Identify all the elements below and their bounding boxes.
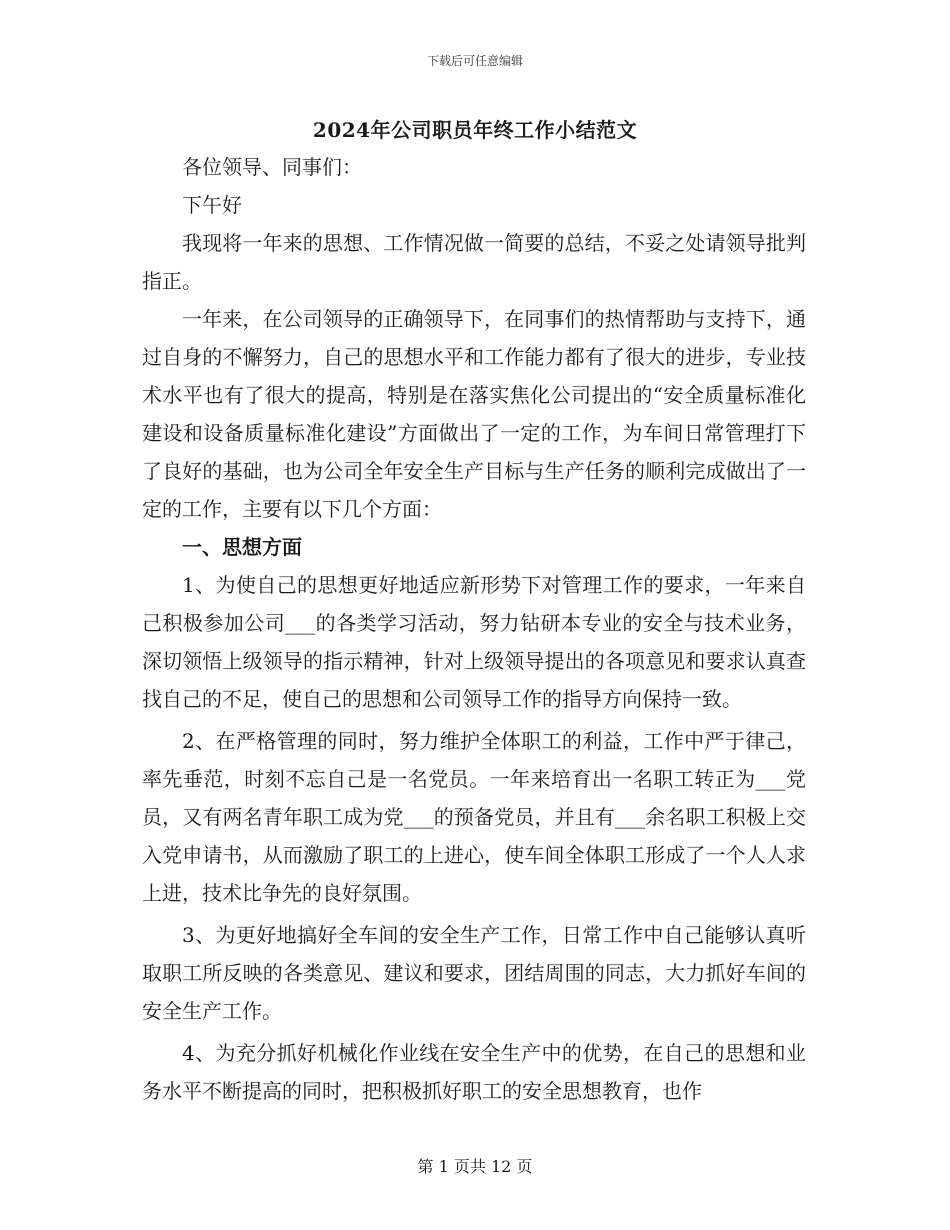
paragraph-item-3: 3、为更好地搞好全车间的安全生产工作，日常工作中自己能够认真听取职工所反映的各类意见、建议和要求，团结周围的同志，大力抓好车间的安全生产工作。	[142, 923, 806, 1023]
document-body	[142, 148, 806, 1110]
header-note: 下载后可任意编辑	[426, 54, 523, 68]
page-footer: 第 1 页共 12 页	[417, 1157, 533, 1176]
paragraph-item-1: 1、为使自己的思想更好地适应新形势下对管理工作的要求，一年来自己积极参加公司___的各类学习活动，努力钻研本专业的安全与技术业务，深切领悟上级领导的指示精神，针对上级领导提出的各项意见和要求认真查找自己的不足，使自己的思想和公司领导工作的指导方向保持一致。	[142, 573, 806, 711]
paragraph-item-4: 4、为充分抓好机械化作业线在安全生产中的优势，在自己的思想和业务水平不断提高的同时，把积极抓好职工的安全思想教育，也作	[142, 1041, 806, 1103]
paragraph-overview: 一年来，在公司领导的正确领导下，在同事们的热情帮助与支持下，通过自身的不懈努力，自己的思想水平和工作能力都有了很大的进步，专业技术水平也有了很大的提高，特别是在落实焦化公司提出的“安全质量标准化建设和设备质量标准化建设”方面做出了一定的工作，为车间日常管理打下了良好的基础，也为公司全年安全生产目标与生产任务的顺利完成做出了一定的工作，主要有以下几个方面：	[142, 307, 806, 521]
greeting: 下午好	[182, 193, 242, 217]
section-heading-thought: 一、思想方面	[182, 535, 302, 559]
paragraph-intro: 我现将一年来的思想、工作情况做一简要的总结，不妥之处请领导批判指正。	[142, 231, 806, 293]
salutation: 各位领导、同事们：	[182, 155, 362, 179]
document-title: 2024年公司职员年终工作小结范文	[312, 118, 638, 142]
paragraph-item-2: 2、在严格管理的同时，努力维护全体职工的利益，工作中严于律己，率先垂范，时刻不忘自己是一名党员。一年来培育出一名职工转正为___党员，又有两名青年职工成为党___的预备党员，并且有___余名职工积极上交入党申请书，从而激励了职工的上进心，使车间全体职工形成了一个人人求上进，技术比争先的良好氛围。	[142, 729, 806, 905]
